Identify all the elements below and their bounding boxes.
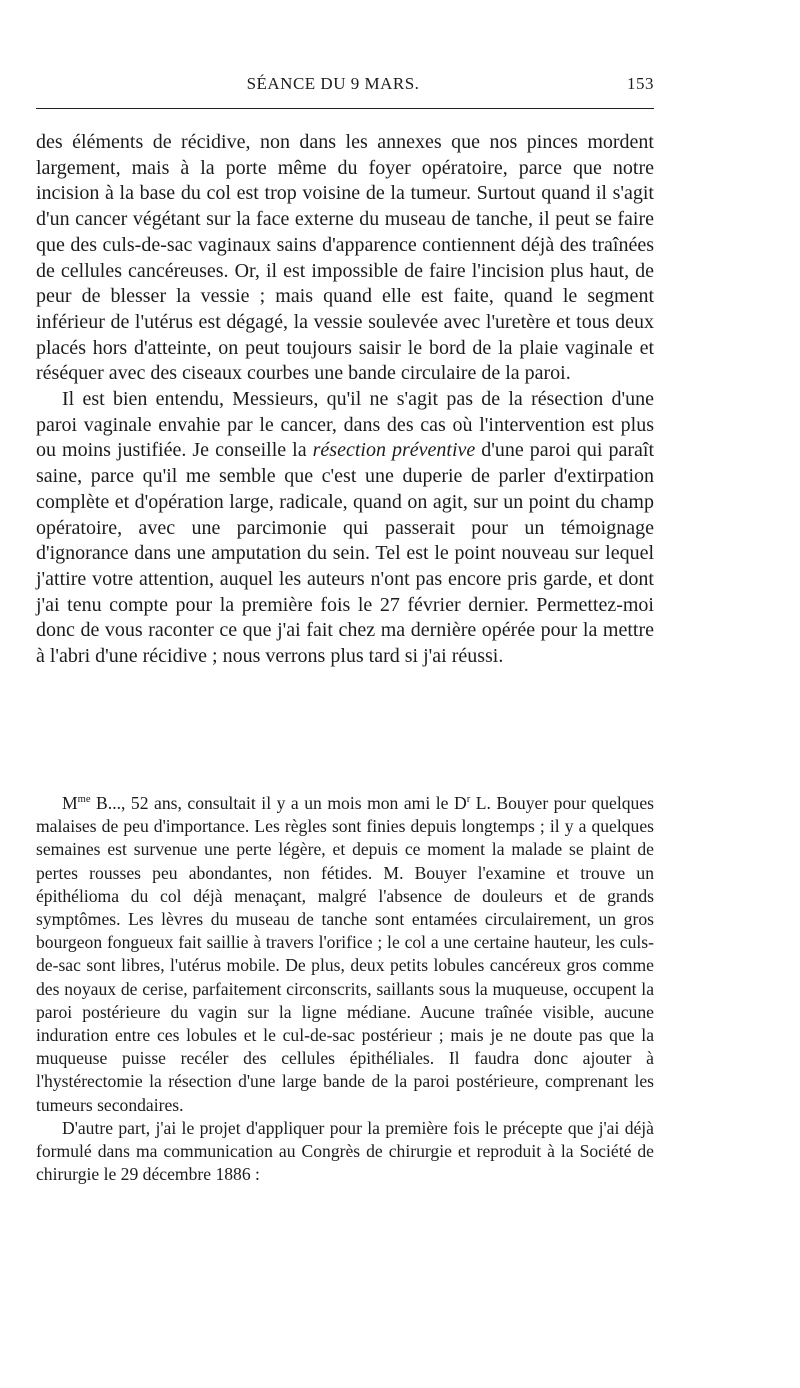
paragraph-1: des éléments de récidive, non dans les annexes que nos pinces mordent largement, mais à la porte même du foyer opératoire, parce que notre incision à la base du col est trop voisine de la tumeur. Surtout quand il s'agit d'un cancer végétant sur la face externe du museau de tanche, il peut se faire que des culs-de-sac vaginaux sains d'apparence contiennent déjà des traînées de cellules cancéreuses. Or, il est impossible de faire l'incision plus haut, de peur de blesser la vessie ; mais quand elle est faite, quand le segment inférieur de l'utérus est dégagé, la vessie soulevée avec l'uretère et tous deux placés hors d'atteinte, on peut toujours saisir le bord de la plaie vaginale et réséquer avec des ciseaux courbes une bande circulaire de la paroi. [36, 131, 654, 385]
paragraph-3-lead: M [62, 793, 78, 813]
header-rule [36, 108, 654, 109]
case-report [36, 792, 654, 1186]
paragraph-3-text-b: L. Bouyer pour quelques malaises de peu d'importance. Les règles sont finies depuis longtemps ; il y a quelques semaines est survenue une perte légère, et depuis ce moment la malade se plaint de pertes rousses peu abondantes, non fétides. M. Bouyer l'examine et trouve un épithélioma du col déjà menaçant, malgré l'absence de douleurs et de grands symptômes. Les lèvres du museau de tanche sont entamées circulairement, un gros bourgeon fongueux fait saillie à travers l'orifice ; le col a une certaine hauteur, les culs-de-sac sont libres, l'utérus mobile. De plus, deux petits lobules cancéreux gros comme des noyaux de cerise, parfaitement circonscrits, saillants sous la muqueuse, occupent la paroi postérieure du vagin sur la ligne médiane. Aucune traînée visible, aucune induration entre ces lobules et le cul-de-sac postérieur ; mais je ne doute pas que la muqueuse puisse recéler des cellules épithéliales. Il faudra donc ajouter à l'hystérectomie la résection d'une large bande de la paroi postérieure, comprenant les tumeurs secondaires. [36, 793, 654, 1115]
paragraph-2-text-a: Il est bien entendu, Messieurs, qu'il ne s'agit pas de la résection d'une paroi vaginale envahie par le cancer, dans des cas où l'intervention est plus ou moins justifiée. Je conseille la [36, 388, 654, 462]
paragraph-2-emphasis: résection préventive [312, 439, 476, 462]
page-number: 153 [627, 74, 654, 93]
running-header [36, 74, 654, 100]
paragraph-4: D'autre part, j'ai le projet d'appliquer pour la première fois le précepte que j'ai déjà formulé dans ma communication au Congrès de chirurgie et reproduit à la Société de chirurgie le 29 décembre 1886 : [36, 1117, 654, 1185]
main-text [36, 130, 654, 670]
paragraph-3-sup: r [466, 794, 471, 806]
paragraph-2-text-b: d'une paroi qui paraît saine, parce qu'il me semble que c'est une duperie de parler d'extirpation complète et d'opération large, radicale, quand on agit, sur un point du champ opératoire, avec une parcimonie qui passerait pour un témoignage d'ignorance dans une amputation du sein. Tel est le point nouveau sur lequel j'attire votre attention, auquel les auteurs n'ont pas encore pris garde, et dont j'ai tenu compte pour la première fois le 27 février dernier. Permettez-moi donc de vous raconter ce que j'ai fait chez ma dernière opérée pour la mettre à l'abri d'une récidive ; nous verrons plus tard si j'ai réussi. [36, 439, 655, 668]
paragraph-3-lead-sup: me [77, 794, 91, 806]
running-title: SÉANCE DU 9 MARS. [246, 74, 420, 93]
paragraph-3 [36, 792, 654, 1117]
paragraph-3-text-a: B..., 52 ans, consultait il y a un mois mon ami le D [90, 793, 467, 813]
paragraph-2 [36, 387, 654, 670]
